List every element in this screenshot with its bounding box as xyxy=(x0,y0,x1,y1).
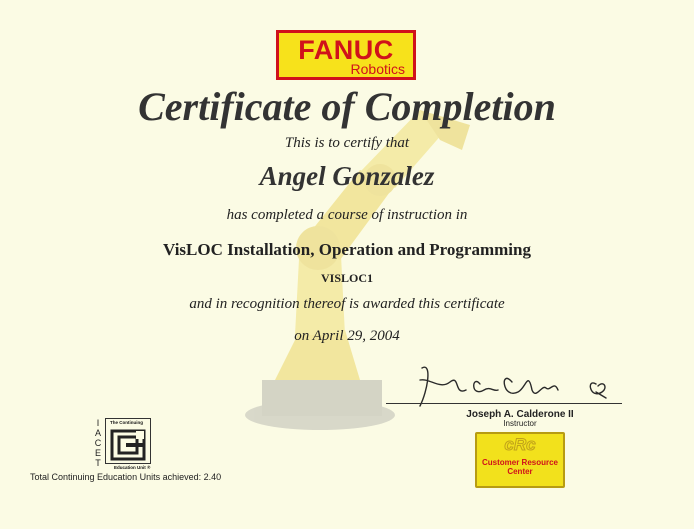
signature-line xyxy=(386,403,622,404)
logo-sub: Robotics xyxy=(350,61,405,77)
recognition-line: and in recognition thereof is awarded this certificate xyxy=(189,296,505,312)
completed-line: has completed a course of instruction in xyxy=(226,207,468,223)
iacet-letter: E xyxy=(94,448,101,458)
fanuc-robotics-logo xyxy=(276,30,416,80)
crc-line-1: Customer Resource xyxy=(481,458,559,467)
instructor-role: Instructor xyxy=(503,419,537,428)
iacet-logo xyxy=(92,418,154,472)
certificate-title: Certificate of Completion xyxy=(138,84,556,129)
logo-brand: FANUC xyxy=(298,35,394,65)
crc-mark: cRc xyxy=(504,435,536,454)
iacet-letter: T xyxy=(95,458,101,468)
recipient-name: Angel Gonzalez xyxy=(259,161,435,191)
iacet-letters xyxy=(92,418,104,468)
crc-line-2: Center xyxy=(507,467,533,476)
course-code: VISLOC1 xyxy=(320,271,373,285)
iacet-top-text: The Continuing xyxy=(110,420,143,425)
certify-line: This is to certify that xyxy=(284,135,410,151)
iacet-bottom-text: Education Unit ® xyxy=(114,465,151,470)
iacet-letter: I xyxy=(96,418,100,428)
course-title: VisLOC Installation, Operation and Programming xyxy=(163,240,531,259)
ceu-emblem-icon xyxy=(106,419,150,463)
ceu-total: Total Continuing Education Units achieved: 2.40 xyxy=(30,472,222,482)
instructor-name: Joseph A. Calderone II xyxy=(466,409,574,420)
iacet-letter: C xyxy=(94,438,102,448)
crc-logo xyxy=(475,432,565,488)
award-date: on April 29, 2004 xyxy=(294,328,400,344)
iacet-letter: A xyxy=(94,428,101,438)
